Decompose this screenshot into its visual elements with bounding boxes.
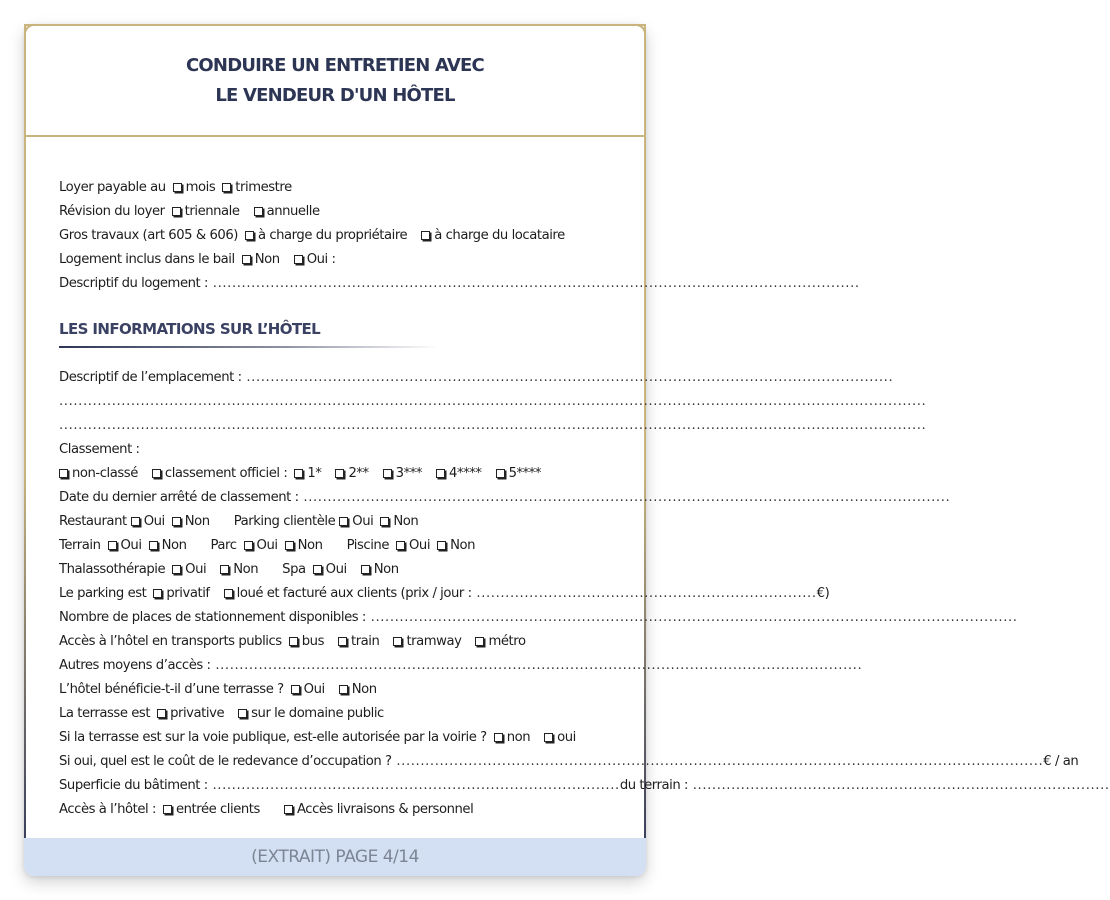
label-voirie: Si la terrasse est sur la voie publique, est-elle autorisée par la voirie ? <box>59 730 487 745</box>
checkbox-icon[interactable] <box>152 469 161 478</box>
row-thalasso-spa <box>59 558 609 582</box>
option-terrain-non[interactable]: Non <box>149 534 187 558</box>
row-emplacement <box>59 366 894 390</box>
option-4-star[interactable]: 4**** <box>436 462 482 486</box>
label-thalasso: Thalassothérapie <box>59 562 166 577</box>
row-redevance <box>59 750 1079 774</box>
option-restaurant-oui[interactable]: Oui <box>131 510 165 534</box>
checkbox-icon[interactable] <box>131 517 140 526</box>
checkbox-icon[interactable] <box>254 207 263 216</box>
fill-in-line[interactable]: ....................................................................................................................................... <box>298 490 951 505</box>
page-title-line-1: CONDUIRE UN ENTRETIEN AVEC <box>186 54 484 76</box>
checkbox-icon[interactable] <box>421 231 430 240</box>
option-trimestre[interactable]: trimestre <box>222 176 291 200</box>
option-restaurant-non[interactable]: Non <box>172 510 210 534</box>
fill-in-line[interactable]: ....................................................................................................................................... <box>241 370 894 385</box>
checkbox-icon[interactable] <box>172 207 181 216</box>
checkbox-icon[interactable] <box>494 733 503 742</box>
checkbox-icon[interactable] <box>335 469 344 478</box>
option-piscine-oui[interactable]: Oui <box>396 534 430 558</box>
option-acces-livraisons[interactable]: Accès livraisons & personnel <box>284 798 473 822</box>
fill-in-line[interactable]: ..................................................................................... <box>207 778 620 793</box>
row-classement-options <box>59 462 609 486</box>
option-charge-proprietaire[interactable]: à charge du propriétaire <box>245 224 407 248</box>
option-3-star[interactable]: 3*** <box>383 462 422 486</box>
checkbox-icon[interactable] <box>220 565 229 574</box>
label-parking-est: Le parking est <box>59 586 147 601</box>
document-card <box>24 24 1110 876</box>
option-tramway[interactable]: tramway <box>393 630 461 654</box>
checkbox-icon[interactable] <box>59 469 68 478</box>
checkbox-icon[interactable] <box>339 517 348 526</box>
option-annuelle[interactable]: annuelle <box>254 200 320 224</box>
page-footer <box>24 838 646 876</box>
fill-in-line[interactable]: ..................................................................................................................................................................................... <box>59 418 927 433</box>
checkbox-icon[interactable] <box>222 183 231 192</box>
label-loyer: Loyer payable au <box>59 180 166 195</box>
tail-euro: €) <box>816 586 830 601</box>
option-classement-officiel[interactable]: classement officiel : <box>152 462 287 486</box>
option-non-classe[interactable]: non-classé <box>59 462 138 486</box>
checkbox-icon[interactable] <box>172 517 181 526</box>
option-1-star[interactable]: 1* <box>294 462 321 486</box>
checkbox-icon[interactable] <box>285 541 294 550</box>
row-autres-acces <box>59 654 863 678</box>
option-privative[interactable]: privative <box>157 702 224 726</box>
label-redevance: Si oui, quel est le coût de le redevance d’occupation ? <box>59 754 392 769</box>
row-emplacement-continued <box>59 390 927 414</box>
option-terrasse-oui[interactable]: Oui <box>291 678 325 702</box>
option-charge-locataire[interactable]: à charge du locataire <box>421 224 565 248</box>
fill-in-line[interactable]: ....................................................................................................................................... <box>210 658 863 673</box>
checkbox-icon[interactable] <box>242 255 251 264</box>
option-logement-non[interactable]: Non <box>242 248 280 272</box>
checkbox-icon[interactable] <box>245 231 254 240</box>
checkbox-icon[interactable] <box>157 709 166 718</box>
option-loue-facture[interactable]: loué et facturé aux clients (prix / jour : <box>224 582 472 606</box>
row-terrasse-question <box>59 678 609 702</box>
checkbox-icon[interactable] <box>284 805 293 814</box>
checkbox-icon[interactable] <box>172 565 181 574</box>
row-date-arrete <box>59 486 951 510</box>
section-title: LES INFORMATIONS SUR L’HÔTEL <box>59 320 321 338</box>
checkbox-icon[interactable] <box>173 183 182 192</box>
checkbox-icon[interactable] <box>244 541 253 550</box>
option-thalasso-oui[interactable]: Oui <box>172 558 206 582</box>
tail-euro-per-year: € / an <box>1043 754 1079 769</box>
row-logement <box>59 248 609 272</box>
label-restaurant: Restaurant <box>59 514 127 529</box>
checkbox-icon[interactable] <box>338 637 347 646</box>
checkbox-icon[interactable] <box>289 637 298 646</box>
label-spa: Spa <box>282 562 306 577</box>
checkbox-icon[interactable] <box>339 685 348 694</box>
fill-in-line[interactable]: ....................................................................................................................................... <box>391 754 1044 769</box>
label-travaux: Gros travaux (art 605 & 606) <box>59 228 238 243</box>
label-places: Nombre de places de stationnement disponibles : <box>59 610 366 625</box>
checkbox-icon[interactable] <box>436 469 445 478</box>
label-revision: Révision du loyer <box>59 204 165 219</box>
checkbox-icon[interactable] <box>238 709 247 718</box>
option-piscine-non[interactable]: Non <box>437 534 475 558</box>
option-spa-oui[interactable]: Oui <box>313 558 347 582</box>
option-parking-oui[interactable]: Oui <box>339 510 373 534</box>
row-descriptif-logement <box>59 272 860 296</box>
checkbox-icon[interactable] <box>437 541 446 550</box>
row-terrain-parc-piscine <box>59 534 609 558</box>
label-transports: Accès à l’hôtel en transports publics <box>59 634 282 649</box>
option-mois[interactable]: mois <box>173 176 216 200</box>
option-thalasso-non[interactable]: Non <box>220 558 258 582</box>
checkbox-icon[interactable] <box>361 565 370 574</box>
checkbox-icon[interactable] <box>396 541 405 550</box>
checkbox-icon[interactable] <box>108 541 117 550</box>
option-parc-non[interactable]: Non <box>285 534 323 558</box>
label-date-arrete: Date du dernier arrêté de classement : <box>59 490 299 505</box>
row-classement-label <box>59 438 609 462</box>
checkbox-icon[interactable] <box>544 733 553 742</box>
page-title-line-2: LE VENDEUR D'UN HÔTEL <box>215 84 455 106</box>
label-terrasse-question: L’hôtel bénéficie-t-il d’une terrasse ? <box>59 682 284 697</box>
label-classement: Classement : <box>59 442 140 457</box>
checkbox-icon[interactable] <box>496 469 505 478</box>
fill-in-line[interactable]: ....................................................................... <box>471 586 817 601</box>
label-terrain: Terrain <box>59 538 101 553</box>
label-descriptif-logement: Descriptif du logement : <box>59 276 208 291</box>
option-entree-clients[interactable]: entrée clients <box>163 798 260 822</box>
checkbox-icon[interactable] <box>380 517 389 526</box>
checkbox-icon[interactable] <box>153 589 162 598</box>
label-terrasse-est: La terrasse est <box>59 706 151 721</box>
row-revision <box>59 200 609 224</box>
row-travaux <box>59 224 609 248</box>
row-terrasse-est <box>59 702 609 726</box>
option-terrasse-non[interactable]: Non <box>339 678 377 702</box>
option-spa-non[interactable]: Non <box>361 558 399 582</box>
checkbox-icon[interactable] <box>224 589 233 598</box>
option-voirie-non[interactable]: non <box>494 726 530 750</box>
row-voirie <box>59 726 609 750</box>
checkbox-icon[interactable] <box>294 469 303 478</box>
option-metro[interactable]: métro <box>475 630 525 654</box>
option-voirie-oui[interactable]: oui <box>544 726 576 750</box>
checkbox-icon[interactable] <box>294 255 303 264</box>
checkbox-icon[interactable] <box>393 637 402 646</box>
option-triennale[interactable]: triennale <box>172 200 240 224</box>
option-bus[interactable]: bus <box>289 630 324 654</box>
option-train[interactable]: train <box>338 630 379 654</box>
row-loyer <box>59 176 609 200</box>
label-parking-clientele: Parking clientèle <box>233 514 336 529</box>
label-acces: Accès à l’hôtel : <box>59 802 156 817</box>
option-parking-non[interactable]: Non <box>380 510 418 534</box>
row-acces <box>59 798 609 822</box>
option-parc-oui[interactable]: Oui <box>244 534 278 558</box>
row-restaurant-parking <box>59 510 609 534</box>
option-domaine-public[interactable]: sur le domaine public <box>238 702 384 726</box>
option-privatif[interactable]: privatif <box>153 582 209 606</box>
checkbox-icon[interactable] <box>163 805 172 814</box>
form-content <box>59 176 1110 822</box>
fill-in-line[interactable]: ....................................................................................................................................... <box>365 610 1018 625</box>
checkbox-icon[interactable] <box>475 637 484 646</box>
page-indicator: (EXTRAIT) PAGE 4/14 <box>251 847 419 867</box>
option-5-star[interactable]: 5**** <box>496 462 542 486</box>
label-logement: Logement inclus dans le bail <box>59 252 235 267</box>
label-parc: Parc <box>210 538 237 553</box>
checkbox-icon[interactable] <box>313 565 322 574</box>
document-header <box>24 24 646 137</box>
checkbox-icon[interactable] <box>149 541 158 550</box>
label-superficie-batiment: Superficie du bâtiment : <box>59 778 208 793</box>
checkbox-icon[interactable] <box>383 469 392 478</box>
fill-in-line[interactable]: ..................................................................................................................................................................................... <box>59 394 927 409</box>
label-autres-acces: Autres moyens d’accès : <box>59 658 211 673</box>
section-divider <box>59 346 439 348</box>
fill-in-line[interactable]: ....................................................................................................................................... <box>207 276 860 291</box>
row-superficie <box>59 774 1110 798</box>
row-parking-est <box>59 582 830 606</box>
option-logement-oui[interactable]: Oui : <box>294 248 336 272</box>
label-superficie-terrain: du terrain : <box>619 778 688 793</box>
row-emplacement-continued <box>59 414 927 438</box>
label-piscine: Piscine <box>346 538 389 553</box>
row-places <box>59 606 1018 630</box>
checkbox-icon[interactable] <box>291 685 300 694</box>
row-transports <box>59 630 609 654</box>
fill-in-line[interactable]: ....................................................................................... <box>687 778 1110 793</box>
option-terrain-oui[interactable]: Oui <box>108 534 142 558</box>
label-emplacement: Descriptif de l’emplacement : <box>59 370 242 385</box>
option-2-star[interactable]: 2** <box>335 462 368 486</box>
